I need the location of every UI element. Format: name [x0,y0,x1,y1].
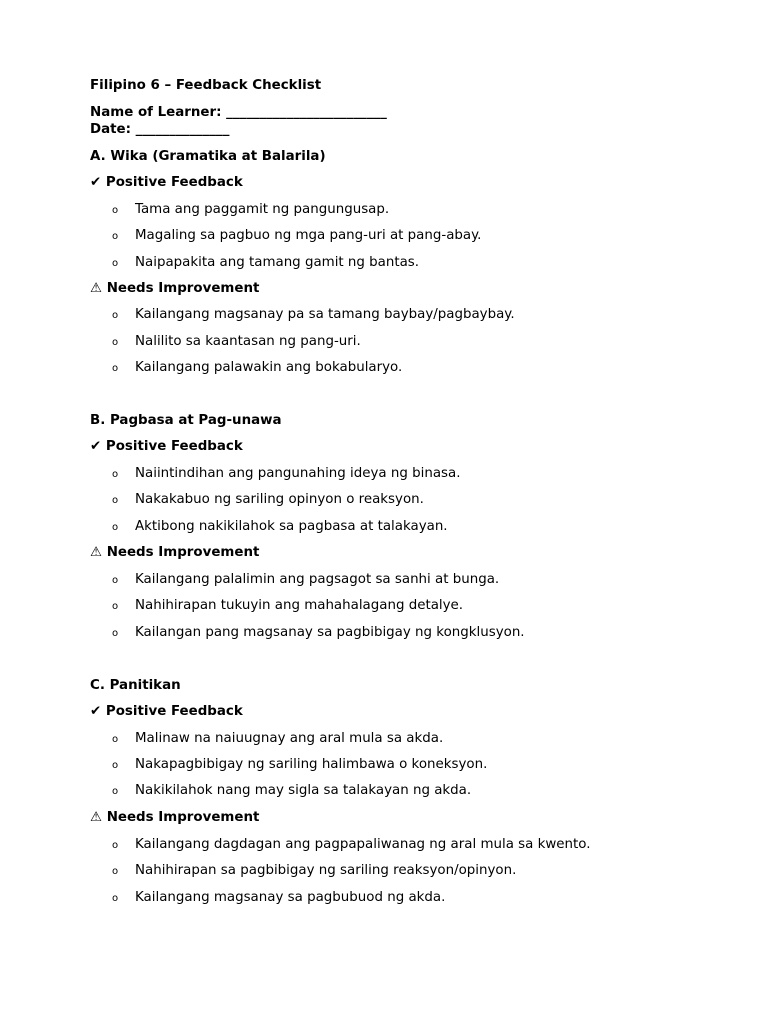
list-item [0,202,768,218]
positive-feedback-label: Positive Feedback [105,704,243,719]
list-item [0,890,768,906]
bullet-icon: o [112,866,119,877]
list-item-text: Kailangang palalimin ang pagsagot sa sanhi at bunga. [135,572,500,587]
document-title: Filipino 6 – Feedback Checklist [90,78,322,93]
list-item-text: Malinaw na naiuugnay ang aral mula sa akda. [135,731,444,746]
positive-feedback-label: Positive Feedback [105,439,243,454]
list-item [0,837,768,853]
list-item [0,255,768,271]
needs-improvement-heading-c [90,810,259,826]
list-item [0,572,768,588]
bullet-icon: o [112,601,119,612]
bullet-icon: o [112,760,119,771]
bullet-icon: o [112,734,119,745]
list-item [0,598,768,614]
needs-improvement-label: Needs Improvement [106,545,260,560]
needs-improvement-heading-a [90,281,259,297]
list-item [0,783,768,799]
list-item [0,228,768,244]
list-item-text: Magaling sa pagbuo ng mga pang-uri at pang-abay. [135,228,482,243]
list-item-text: Kailangang palawakin ang bokabularyo. [135,360,403,375]
bullet-icon: o [112,231,119,242]
bullet-icon: o [112,575,119,586]
bullet-icon: o [112,469,119,480]
list-item-text: Kailangang magsanay pa sa tamang baybay/pagbaybay. [135,307,515,322]
list-item-text: Nalilito sa kaantasan ng pang-uri. [135,334,361,349]
list-item-text: Nahihirapan tukuyin ang mahahalagang detalye. [135,598,464,613]
list-item-text: Nakikilahok nang may sigla sa talakayan ng akda. [135,783,472,798]
section-heading-b: B. Pagbasa at Pag-unawa [90,413,282,428]
list-item [0,360,768,376]
list-item-text: Tama ang paggamit ng pangungusap. [135,202,390,217]
bullet-icon: o [112,205,119,216]
bullet-icon: o [112,337,119,348]
bullet-icon: o [112,522,119,533]
bullet-icon: o [112,258,119,269]
bullet-icon: o [112,363,119,374]
list-item-text: Kailangan pang magsanay sa pagbibigay ng kongklusyon. [135,625,525,640]
positive-feedback-label: Positive Feedback [105,175,243,190]
date-field: Date: ______________ [90,122,230,137]
positive-feedback-heading-c [90,704,243,720]
bullet-icon: o [112,310,119,321]
check-mark-icon: ✔ [90,439,102,454]
list-item [0,757,768,773]
needs-improvement-heading-b [90,545,259,561]
list-item [0,731,768,747]
list-item-text: Naiintindihan ang pangunahing ideya ng binasa. [135,466,461,481]
bullet-icon: o [112,893,119,904]
list-item [0,466,768,482]
list-item-text: Kailangang magsanay sa pagbubuod ng akda. [135,890,446,905]
needs-improvement-label: Needs Improvement [106,810,260,825]
list-item-text: Naipapakita ang tamang gamit ng bantas. [135,255,420,270]
list-item-text: Aktibong nakikilahok sa pagbasa at talakayan. [135,519,448,534]
warning-icon: ⚠ [90,281,103,296]
list-item [0,492,768,508]
list-item-text: Nahihirapan sa pagbibigay ng sariling reaksyon/opinyon. [135,863,517,878]
positive-feedback-heading-b [90,439,243,455]
list-item-text: Kailangang dagdagan ang pagpapaliwanag ng aral mula sa kwento. [135,837,591,852]
list-item [0,334,768,350]
section-heading-a: A. Wika (Gramatika at Balarila) [90,149,326,164]
learner-name-field: Name of Learner: ________________________ [90,105,387,120]
check-mark-icon: ✔ [90,175,102,190]
positive-feedback-heading-a [90,175,243,191]
list-item-text: Nakapagbibigay ng sariling halimbawa o koneksyon. [135,757,488,772]
bullet-icon: o [112,495,119,506]
warning-icon: ⚠ [90,545,103,560]
check-mark-icon: ✔ [90,704,102,719]
list-item [0,625,768,641]
bullet-icon: o [112,628,119,639]
warning-icon: ⚠ [90,810,103,825]
needs-improvement-label: Needs Improvement [106,281,260,296]
list-item [0,863,768,879]
section-heading-c: C. Panitikan [90,678,181,693]
bullet-icon: o [112,840,119,851]
list-item [0,519,768,535]
list-item-text: Nakakabuo ng sariling opinyon o reaksyon. [135,492,424,507]
bullet-icon: o [112,786,119,797]
list-item [0,307,768,323]
